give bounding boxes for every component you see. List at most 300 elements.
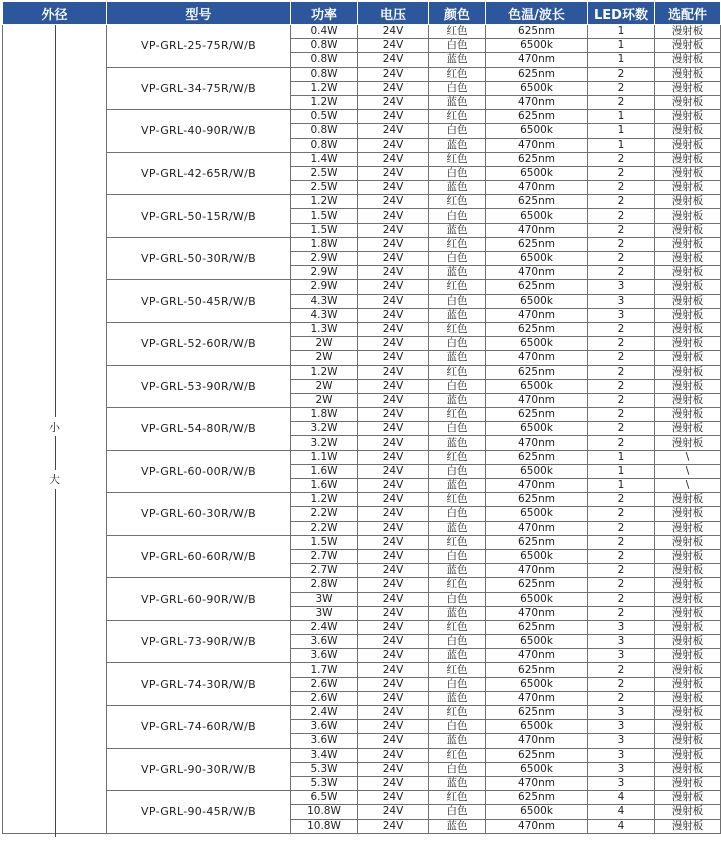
color-cell: 蓝色 — [429, 393, 486, 407]
color-cell: 红色 — [429, 195, 486, 209]
table-row — [3, 280, 721, 294]
accessory-cell: 漫射板 — [655, 649, 721, 663]
led-rings-cell: 3 — [588, 734, 655, 748]
color-cell: 红色 — [429, 25, 486, 39]
accessory-cell: 漫射板 — [655, 266, 721, 280]
voltage-cell: 24V — [358, 280, 429, 294]
voltage-cell: 24V — [358, 81, 429, 95]
power-cell: 3.6W — [291, 635, 358, 649]
color-cell: 蓝色 — [429, 564, 486, 578]
power-cell: 1.2W — [291, 493, 358, 507]
wavelength-cell: 625nm — [486, 110, 588, 124]
color-cell: 白色 — [429, 720, 486, 734]
led-rings-cell: 2 — [588, 195, 655, 209]
spec-table — [2, 2, 721, 834]
table-row — [3, 663, 721, 677]
voltage-cell: 24V — [358, 39, 429, 53]
led-rings-cell: 2 — [588, 521, 655, 535]
model-cell: VP-GRL-60-90R/W/B — [107, 578, 291, 621]
led-rings-cell: 3 — [588, 776, 655, 790]
led-rings-cell: 2 — [588, 549, 655, 563]
accessory-cell: 漫射板 — [655, 677, 721, 691]
led-rings-cell: 2 — [588, 436, 655, 450]
color-cell: 蓝色 — [429, 776, 486, 790]
voltage-cell: 24V — [358, 493, 429, 507]
accessory-cell: \ — [655, 479, 721, 493]
table-body — [3, 25, 721, 834]
wavelength-cell: 470nm — [486, 223, 588, 237]
accessory-cell: 漫射板 — [655, 223, 721, 237]
model-cell: VP-GRL-42-65R/W/B — [107, 152, 291, 195]
led-rings-cell: 3 — [588, 720, 655, 734]
color-cell: 蓝色 — [429, 95, 486, 109]
accessory-cell: 漫射板 — [655, 308, 721, 322]
power-cell: 1.2W — [291, 195, 358, 209]
color-cell: 蓝色 — [429, 479, 486, 493]
wavelength-cell: 6500k — [486, 635, 588, 649]
diameter-divider-line — [55, 436, 56, 470]
power-cell: 1.5W — [291, 535, 358, 549]
table-row — [3, 25, 721, 39]
model-cell: VP-GRL-50-15R/W/B — [107, 195, 291, 238]
accessory-cell: 漫射板 — [655, 578, 721, 592]
wavelength-cell: 6500k — [486, 677, 588, 691]
wavelength-cell: 625nm — [486, 408, 588, 422]
color-cell: 蓝色 — [429, 606, 486, 620]
wavelength-cell: 470nm — [486, 436, 588, 450]
color-cell: 白色 — [429, 762, 486, 776]
color-cell: 红色 — [429, 620, 486, 634]
led-rings-cell: 1 — [588, 450, 655, 464]
power-cell: 0.8W — [291, 67, 358, 81]
led-rings-cell: 2 — [588, 181, 655, 195]
power-cell: 3W — [291, 606, 358, 620]
led-rings-cell: 3 — [588, 762, 655, 776]
power-cell: 1.5W — [291, 223, 358, 237]
voltage-cell: 24V — [358, 649, 429, 663]
accessory-cell: 漫射板 — [655, 606, 721, 620]
power-cell: 1.6W — [291, 479, 358, 493]
accessory-cell: 漫射板 — [655, 805, 721, 819]
wavelength-cell: 625nm — [486, 152, 588, 166]
model-cell: VP-GRL-25-75R/W/B — [107, 25, 291, 68]
led-rings-cell: 3 — [588, 635, 655, 649]
model-cell: VP-GRL-60-60R/W/B — [107, 535, 291, 578]
led-rings-cell: 2 — [588, 67, 655, 81]
voltage-cell: 24V — [358, 677, 429, 691]
power-cell: 1.7W — [291, 663, 358, 677]
power-cell: 1.2W — [291, 365, 358, 379]
led-rings-cell: 3 — [588, 649, 655, 663]
led-rings-cell: 3 — [588, 620, 655, 634]
power-cell: 2.4W — [291, 620, 358, 634]
accessory-cell: 漫射板 — [655, 762, 721, 776]
color-cell: 白色 — [429, 124, 486, 138]
model-cell: VP-GRL-74-30R/W/B — [107, 663, 291, 706]
color-cell: 蓝色 — [429, 351, 486, 365]
led-rings-cell: 2 — [588, 408, 655, 422]
led-rings-cell: 1 — [588, 138, 655, 152]
wavelength-cell: 625nm — [486, 748, 588, 762]
power-cell: 2W — [291, 379, 358, 393]
accessory-cell: 漫射板 — [655, 81, 721, 95]
accessory-cell: 漫射板 — [655, 237, 721, 251]
table-row — [3, 67, 721, 81]
power-cell: 1.5W — [291, 209, 358, 223]
power-cell: 3.4W — [291, 748, 358, 762]
accessory-cell: 漫射板 — [655, 25, 721, 39]
led-rings-cell: 3 — [588, 706, 655, 720]
accessory-cell: 漫射板 — [655, 95, 721, 109]
led-rings-cell: 3 — [588, 748, 655, 762]
model-cell: VP-GRL-40-90R/W/B — [107, 110, 291, 153]
power-cell: 5.3W — [291, 762, 358, 776]
wavelength-cell: 470nm — [486, 138, 588, 152]
led-rings-cell: 2 — [588, 365, 655, 379]
voltage-cell: 24V — [358, 110, 429, 124]
accessory-cell: 漫射板 — [655, 365, 721, 379]
power-cell: 2W — [291, 351, 358, 365]
color-cell: 白色 — [429, 39, 486, 53]
accessory-cell: 漫射板 — [655, 408, 721, 422]
model-cell: VP-GRL-73-90R/W/B — [107, 620, 291, 663]
wavelength-cell: 6500k — [486, 592, 588, 606]
accessory-cell: 漫射板 — [655, 635, 721, 649]
wavelength-cell: 6500k — [486, 422, 588, 436]
led-rings-cell: 1 — [588, 124, 655, 138]
wavelength-cell: 470nm — [486, 819, 588, 833]
wavelength-cell: 470nm — [486, 351, 588, 365]
voltage-cell: 24V — [358, 195, 429, 209]
voltage-cell: 24V — [358, 663, 429, 677]
wavelength-cell: 470nm — [486, 691, 588, 705]
voltage-cell: 24V — [358, 549, 429, 563]
accessory-cell: 漫射板 — [655, 549, 721, 563]
accessory-cell: 漫射板 — [655, 110, 721, 124]
table-row — [3, 408, 721, 422]
color-cell: 蓝色 — [429, 819, 486, 833]
voltage-cell: 24V — [358, 706, 429, 720]
voltage-cell: 24V — [358, 762, 429, 776]
wavelength-cell: 470nm — [486, 266, 588, 280]
power-cell: 2.9W — [291, 280, 358, 294]
table-row — [3, 535, 721, 549]
table-row — [3, 152, 721, 166]
accessory-cell: \ — [655, 450, 721, 464]
wavelength-cell: 6500k — [486, 166, 588, 180]
header-power: 功率 — [291, 2, 358, 25]
power-cell: 10.8W — [291, 819, 358, 833]
led-rings-cell: 1 — [588, 25, 655, 39]
voltage-cell: 24V — [358, 124, 429, 138]
accessory-cell: 漫射板 — [655, 493, 721, 507]
wavelength-cell: 625nm — [486, 578, 588, 592]
table-row — [3, 365, 721, 379]
power-cell: 2.5W — [291, 166, 358, 180]
wavelength-cell: 470nm — [486, 308, 588, 322]
color-cell: 白色 — [429, 379, 486, 393]
power-cell: 0.8W — [291, 124, 358, 138]
wavelength-cell: 6500k — [486, 124, 588, 138]
voltage-cell: 24V — [358, 635, 429, 649]
model-cell: VP-GRL-90-45R/W/B — [107, 791, 291, 834]
power-cell: 3.6W — [291, 649, 358, 663]
wavelength-cell: 625nm — [486, 791, 588, 805]
accessory-cell: 漫射板 — [655, 379, 721, 393]
voltage-cell: 24V — [358, 67, 429, 81]
power-cell: 2W — [291, 337, 358, 351]
wavelength-cell: 625nm — [486, 706, 588, 720]
diameter-divider-line — [55, 25, 56, 417]
accessory-cell: 漫射板 — [655, 734, 721, 748]
led-rings-cell: 2 — [588, 351, 655, 365]
model-cell: VP-GRL-50-45R/W/B — [107, 280, 291, 323]
color-cell: 红色 — [429, 408, 486, 422]
led-rings-cell: 2 — [588, 677, 655, 691]
accessory-cell: 漫射板 — [655, 166, 721, 180]
wavelength-cell: 470nm — [486, 564, 588, 578]
wavelength-cell: 470nm — [486, 734, 588, 748]
accessory-cell: 漫射板 — [655, 322, 721, 336]
voltage-cell: 24V — [358, 308, 429, 322]
color-cell: 蓝色 — [429, 266, 486, 280]
wavelength-cell: 6500k — [486, 507, 588, 521]
accessory-cell: 漫射板 — [655, 351, 721, 365]
power-cell: 3.2W — [291, 422, 358, 436]
accessory-cell: 漫射板 — [655, 152, 721, 166]
wavelength-cell: 625nm — [486, 67, 588, 81]
accessory-cell: 漫射板 — [655, 181, 721, 195]
model-cell: VP-GRL-52-60R/W/B — [107, 322, 291, 365]
wavelength-cell: 6500k — [486, 39, 588, 53]
accessory-cell: 漫射板 — [655, 39, 721, 53]
led-rings-cell: 3 — [588, 308, 655, 322]
power-cell: 2.7W — [291, 564, 358, 578]
power-cell: 2.9W — [291, 266, 358, 280]
table-row — [3, 195, 721, 209]
power-cell: 1.8W — [291, 237, 358, 251]
voltage-cell: 24V — [358, 166, 429, 180]
accessory-cell: 漫射板 — [655, 393, 721, 407]
wavelength-cell: 625nm — [486, 195, 588, 209]
wavelength-cell: 625nm — [486, 322, 588, 336]
power-cell: 4.3W — [291, 308, 358, 322]
voltage-cell: 24V — [358, 95, 429, 109]
wavelength-cell: 625nm — [486, 280, 588, 294]
voltage-cell: 24V — [358, 422, 429, 436]
color-cell: 红色 — [429, 280, 486, 294]
wavelength-cell: 470nm — [486, 776, 588, 790]
header-color: 颜色 — [429, 2, 486, 25]
wavelength-cell: 625nm — [486, 450, 588, 464]
voltage-cell: 24V — [358, 450, 429, 464]
table-row — [3, 706, 721, 720]
model-cell: VP-GRL-54-80R/W/B — [107, 408, 291, 451]
power-cell: 1.8W — [291, 408, 358, 422]
table-row — [3, 237, 721, 251]
voltage-cell: 24V — [358, 252, 429, 266]
led-rings-cell: 2 — [588, 81, 655, 95]
power-cell: 3.6W — [291, 720, 358, 734]
color-cell: 蓝色 — [429, 649, 486, 663]
accessory-cell: 漫射板 — [655, 436, 721, 450]
power-cell: 2W — [291, 393, 358, 407]
wavelength-cell: 470nm — [486, 606, 588, 620]
led-rings-cell: 2 — [588, 166, 655, 180]
table-row — [3, 110, 721, 124]
color-cell: 红色 — [429, 706, 486, 720]
power-cell: 1.2W — [291, 81, 358, 95]
wavelength-cell: 625nm — [486, 365, 588, 379]
color-cell: 红色 — [429, 67, 486, 81]
voltage-cell: 24V — [358, 521, 429, 535]
color-cell: 红色 — [429, 322, 486, 336]
accessory-cell: 漫射板 — [655, 422, 721, 436]
accessory-cell: 漫射板 — [655, 252, 721, 266]
color-cell: 白色 — [429, 252, 486, 266]
wavelength-cell: 470nm — [486, 95, 588, 109]
accessory-cell: 漫射板 — [655, 337, 721, 351]
color-cell: 蓝色 — [429, 308, 486, 322]
voltage-cell: 24V — [358, 294, 429, 308]
power-cell: 3.2W — [291, 436, 358, 450]
wavelength-cell: 625nm — [486, 25, 588, 39]
color-cell: 白色 — [429, 422, 486, 436]
accessory-cell: 漫射板 — [655, 294, 721, 308]
power-cell: 4.3W — [291, 294, 358, 308]
wavelength-cell: 6500k — [486, 379, 588, 393]
accessory-cell: 漫射板 — [655, 776, 721, 790]
voltage-cell: 24V — [358, 479, 429, 493]
led-rings-cell: 4 — [588, 805, 655, 819]
voltage-cell: 24V — [358, 138, 429, 152]
led-rings-cell: 2 — [588, 95, 655, 109]
color-cell: 白色 — [429, 635, 486, 649]
accessory-cell: 漫射板 — [655, 748, 721, 762]
power-cell: 2.8W — [291, 578, 358, 592]
voltage-cell: 24V — [358, 578, 429, 592]
accessory-cell: 漫射板 — [655, 138, 721, 152]
color-cell: 红色 — [429, 663, 486, 677]
voltage-cell: 24V — [358, 337, 429, 351]
voltage-cell: 24V — [358, 408, 429, 422]
voltage-cell: 24V — [358, 53, 429, 67]
voltage-cell: 24V — [358, 691, 429, 705]
accessory-cell: 漫射板 — [655, 124, 721, 138]
power-cell: 0.4W — [291, 25, 358, 39]
led-rings-cell: 2 — [588, 266, 655, 280]
voltage-cell: 24V — [358, 464, 429, 478]
header-led-rings: LED环数 — [588, 2, 655, 25]
led-rings-cell: 2 — [588, 237, 655, 251]
accessory-cell: 漫射板 — [655, 53, 721, 67]
accessory-cell: 漫射板 — [655, 791, 721, 805]
model-cell: VP-GRL-90-30R/W/B — [107, 748, 291, 791]
accessory-cell: 漫射板 — [655, 720, 721, 734]
led-rings-cell: 2 — [588, 606, 655, 620]
wavelength-cell: 625nm — [486, 620, 588, 634]
accessory-cell: 漫射板 — [655, 691, 721, 705]
color-cell: 白色 — [429, 677, 486, 691]
power-cell: 2.5W — [291, 181, 358, 195]
led-rings-cell: 2 — [588, 337, 655, 351]
wavelength-cell: 6500k — [486, 209, 588, 223]
wavelength-cell: 6500k — [486, 805, 588, 819]
led-rings-cell: 2 — [588, 507, 655, 521]
power-cell: 2.6W — [291, 691, 358, 705]
led-rings-cell: 2 — [588, 564, 655, 578]
diameter-large-label: 大 — [49, 473, 60, 486]
led-rings-cell: 2 — [588, 422, 655, 436]
table-row — [3, 578, 721, 592]
led-rings-cell: 1 — [588, 39, 655, 53]
table-row — [3, 322, 721, 336]
power-cell: 2.2W — [291, 521, 358, 535]
led-rings-cell: 2 — [588, 223, 655, 237]
color-cell: 白色 — [429, 592, 486, 606]
voltage-cell: 24V — [358, 606, 429, 620]
color-cell: 红色 — [429, 450, 486, 464]
table-row — [3, 748, 721, 762]
color-cell: 白色 — [429, 81, 486, 95]
voltage-cell: 24V — [358, 805, 429, 819]
color-cell: 红色 — [429, 535, 486, 549]
voltage-cell: 24V — [358, 436, 429, 450]
led-rings-cell: 4 — [588, 819, 655, 833]
model-cell: VP-GRL-74-60R/W/B — [107, 706, 291, 749]
power-cell: 5.3W — [291, 776, 358, 790]
color-cell: 白色 — [429, 507, 486, 521]
color-cell: 红色 — [429, 237, 486, 251]
voltage-cell: 24V — [358, 507, 429, 521]
accessory-cell: 漫射板 — [655, 819, 721, 833]
led-rings-cell: 2 — [588, 209, 655, 223]
power-cell: 1.1W — [291, 450, 358, 464]
wavelength-cell: 470nm — [486, 479, 588, 493]
accessory-cell: 漫射板 — [655, 67, 721, 81]
color-cell: 蓝色 — [429, 53, 486, 67]
wavelength-cell: 6500k — [486, 294, 588, 308]
color-cell: 白色 — [429, 166, 486, 180]
wavelength-cell: 6500k — [486, 252, 588, 266]
led-rings-cell: 2 — [588, 393, 655, 407]
color-cell: 白色 — [429, 294, 486, 308]
led-rings-cell: 2 — [588, 379, 655, 393]
color-cell: 蓝色 — [429, 436, 486, 450]
accessory-cell: 漫射板 — [655, 564, 721, 578]
led-rings-cell: 2 — [588, 252, 655, 266]
power-cell: 2.2W — [291, 507, 358, 521]
voltage-cell: 24V — [358, 393, 429, 407]
power-cell: 1.3W — [291, 322, 358, 336]
wavelength-cell: 470nm — [486, 181, 588, 195]
table-row — [3, 791, 721, 805]
model-cell: VP-GRL-34-75R/W/B — [107, 67, 291, 110]
header-row — [3, 2, 721, 25]
power-cell: 0.8W — [291, 39, 358, 53]
color-cell: 蓝色 — [429, 138, 486, 152]
color-cell: 蓝色 — [429, 521, 486, 535]
table-row — [3, 493, 721, 507]
led-rings-cell: 3 — [588, 280, 655, 294]
voltage-cell: 24V — [358, 734, 429, 748]
model-cell: VP-GRL-50-30R/W/B — [107, 237, 291, 280]
voltage-cell: 24V — [358, 181, 429, 195]
voltage-cell: 24V — [358, 351, 429, 365]
color-cell: 红色 — [429, 578, 486, 592]
color-cell: 白色 — [429, 209, 486, 223]
wavelength-cell: 470nm — [486, 521, 588, 535]
